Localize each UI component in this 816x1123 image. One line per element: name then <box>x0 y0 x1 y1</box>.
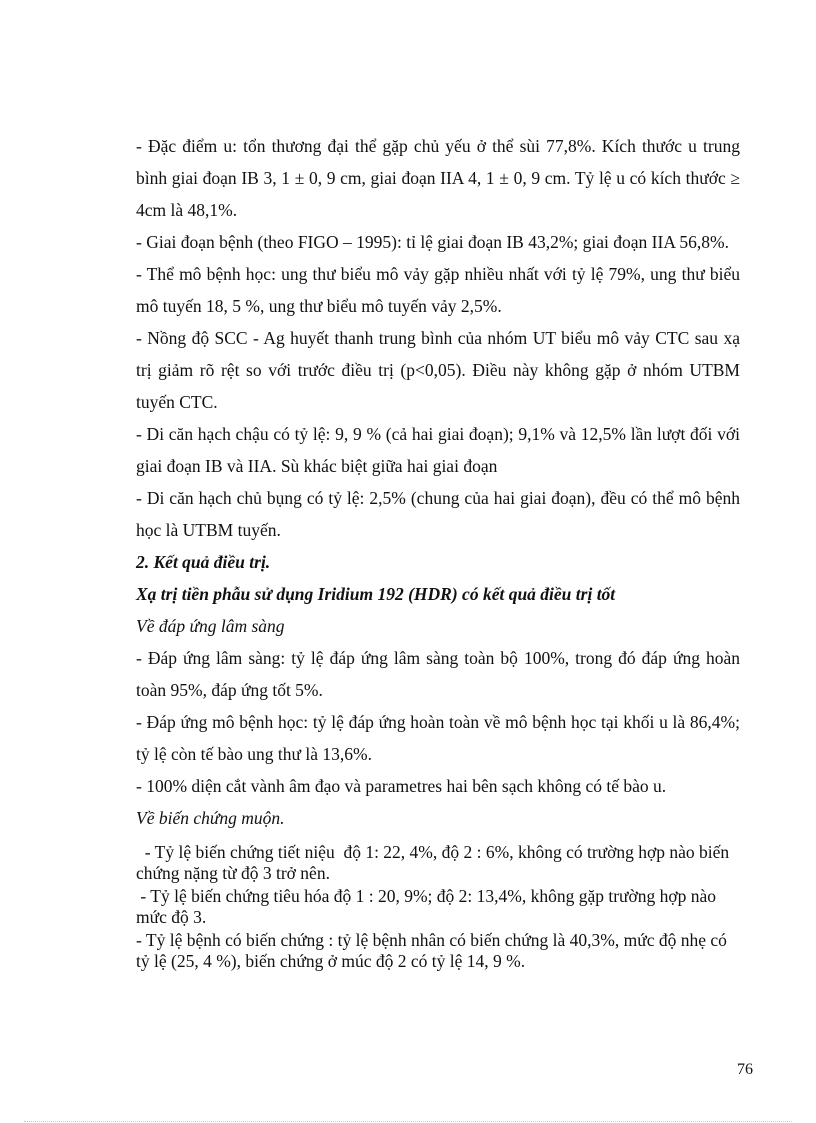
paragraph-pelvic-node-metastasis: - Di căn hạch chậu có tỷ lệ: 9, 9 % (cả hai giai đoạn); 9,1% và 12,5% lần lượt đối với giai đoạn IB và IIA. Sù khác biệt giữa hai giai đoạn <box>136 424 740 476</box>
paragraph-tumor-characteristics: - Đặc điểm u: tổn thương đại thể gặp chủ yếu ở thể sùi 77,8%. Kích thước u trung bình giai đoạn IB 3, 1 ± 0, 9 cm, giai đoạn IIA 4, 1 ± 0, 9 cm. Tỷ lệ u có kích thước ≥ 4cm là 48,1%. <box>136 136 740 220</box>
subheading: Xạ trị tiền phẫu sử dụng Iridium 192 (HDR) có kết quả điều trị tốt <box>136 584 616 604</box>
page-number: 76 <box>737 1061 753 1078</box>
complications-list <box>136 842 740 972</box>
paragraph-disease-stage: - Giai đoạn bệnh (theo FIGO – 1995): tỉ lệ giai đoạn IB 43,2%; giai đoạn IIA 56,8%. <box>136 232 729 252</box>
paragraph-digestive-complications: - Tỷ lệ biến chứng tiêu hóa độ 1 : 20, 9%; độ 2: 13,4%, không gặp trường hợp nào mức độ 3. <box>136 886 721 927</box>
section-heading: 2. Kết quả điều trị. <box>136 552 271 572</box>
clinical-response-label: Về đáp ứng lâm sàng <box>136 616 285 636</box>
late-complications-label: Về biến chứng muộn. <box>136 808 285 828</box>
paragraph-urinary-complications: - Tỷ lệ biến chứng tiết niệu độ 1: 22, 4%, độ 2 : 6%, không có trường hợp nào biến chứng nặng từ độ 3 trở nên. <box>136 842 734 883</box>
paragraph-aortic-node-metastasis: - Di căn hạch chủ bụng có tỷ lệ: 2,5% (chung của hai giai đoạn), đều có thể mô bệnh học là UTBM tuyến. <box>136 488 740 540</box>
paragraph-clinical-response: - Đáp ứng lâm sàng: tỷ lệ đáp ứng lâm sàng toàn bộ 100%, trong đó đáp ứng hoàn toàn 95%, đáp ứng tốt 5%. <box>136 648 740 700</box>
page-bottom-divider <box>24 1121 792 1122</box>
paragraph-overall-complications: - Tỷ lệ bệnh có biến chứng : tỷ lệ bệnh nhân có biến chứng là 40,3%, mức độ nhẹ có tỷ lệ (25, 4 %), biến chứng ở múc độ 2 có tỷ lệ 14, 9 %. <box>136 930 727 971</box>
paragraph-scc-ag-level: - Nồng độ SCC - Ag huyết thanh trung bình của nhóm UT biểu mô vảy CTC sau xạ trị giảm rõ rệt so với trước điều trị (p<0,05). Điều này không gặp ở nhóm UTBM tuyến CTC. <box>136 328 740 412</box>
page-content <box>136 130 740 974</box>
paragraph-histological-response: - Đáp ứng mô bệnh học: tỷ lệ đáp ứng hoàn toàn về mô bệnh học tại khối u là 86,4%; tỷ lệ còn tế bào ung thư là 13,6%. <box>136 712 740 764</box>
paragraph-histopathology: - Thể mô bệnh học: ung thư biểu mô vảy gặp nhiều nhất với tỷ lệ 79%, ung thư biểu mô tuyến 18, 5 %, ung thư biểu mô tuyến vảy 2,5%. <box>136 264 740 316</box>
paragraph-surgical-margins: - 100% diện cắt vành âm đạo và parametres hai bên sạch không có tế bào u. <box>136 776 667 796</box>
